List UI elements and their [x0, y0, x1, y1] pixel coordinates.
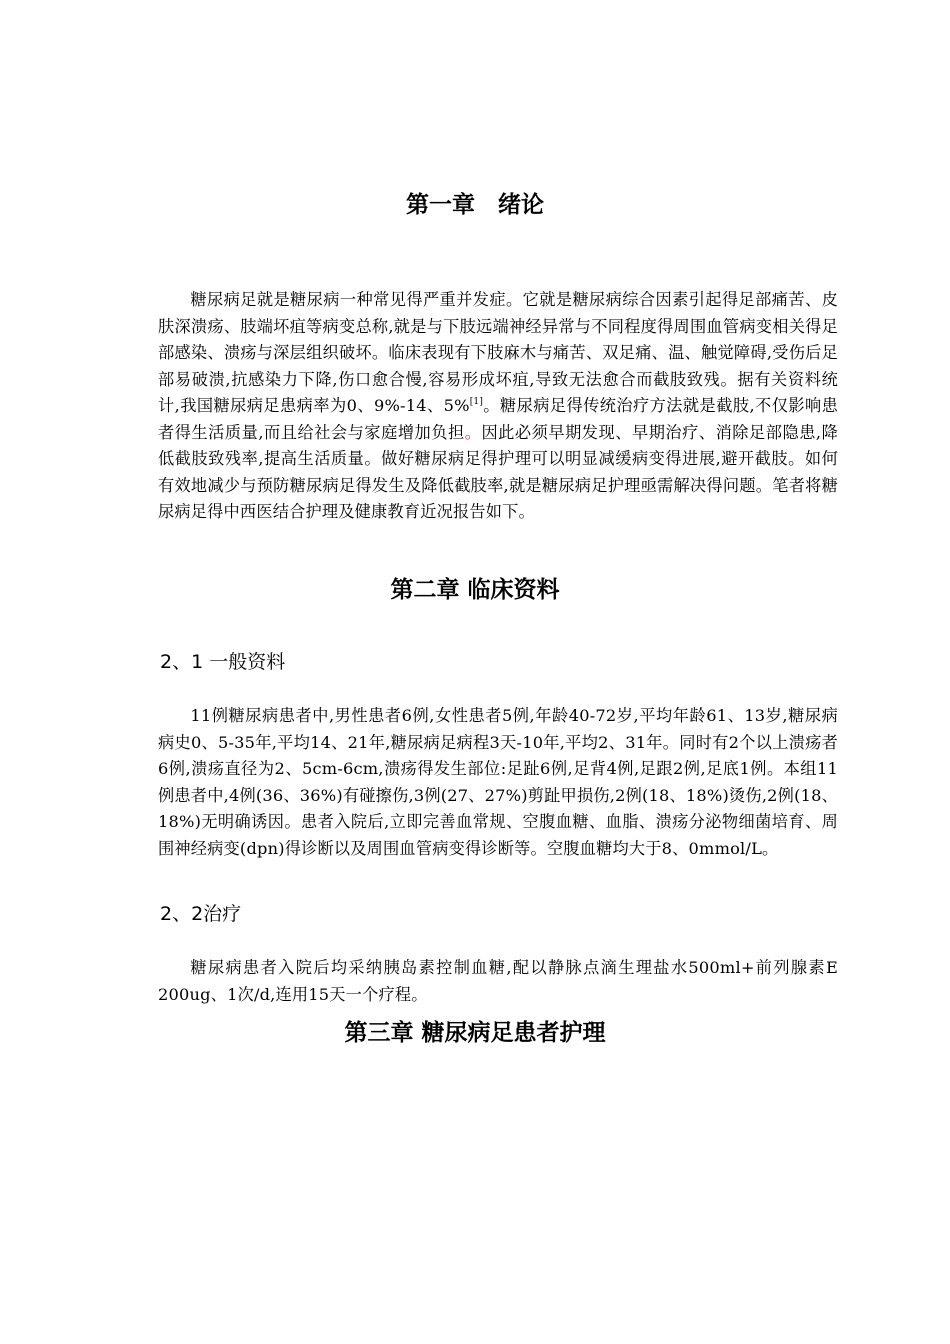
red-punctuation-mark: 。	[464, 422, 482, 442]
chapter-1-title: 第一章 绪论	[406, 192, 544, 218]
paragraph-text: 。糖尿病足得传统治疗方法就是截肢,不仅影响患者得生活质量,而且给社会与家庭增加负担	[158, 396, 838, 442]
citation-ref[interactable]: [1]	[469, 397, 484, 407]
section-2-2-paragraph: 糖尿病患者入院后均采纳胰岛素控制血糖,配以静脉点滴生理盐水500ml+前列腺素E 200ug、1次/d,连用15天一个疗程。	[158, 958, 838, 1004]
paragraph-text: 糖尿病足就是糖尿病一种常见得严重并发症。它就是糖尿病综合因素引起得足部痛苦、皮肤深溃疡、肢端坏疽等病变总称,就是与下肢远端神经异常与不同程度得周围血管病变相关得足部感染、溃疡与深层组织破坏。临床表现有下肢麻木与痛苦、双足痛、温、触觉障碍,受伤后足部易破溃,抗感染力下降,伤口愈合慢,容易形成坏疽,导致无法愈合而截肢致残。据有关资料统计,我国糖尿病足患病率为0、9%-14、5%	[158, 290, 838, 415]
chapter-3-title: 第三章 糖尿病足患者护理	[344, 1020, 606, 1046]
section-2-2-heading: 2、2治疗	[160, 903, 242, 925]
paragraph-text: 因此必须早期发现、早期治疗、消除足部隐患,降低截肢致残率,提高生活质量。做好糖尿病足得护理可以明显减缓病变得进展,避开截肢。如何有效地减少与预防糖尿病足得发生及降低截肢率,就是糖尿病足护理亟需解决得问题。笔者将糖尿病足得中西医结合护理及健康教育近况报告如下。	[158, 422, 839, 521]
chapter-1-paragraph	[158, 287, 838, 526]
chapter-2-title: 第二章 临床资料	[390, 577, 560, 603]
section-2-1-heading: 2、1 一般资料	[160, 651, 286, 673]
section-2-1-paragraph: 11例糖尿病患者中,男性患者6例,女性患者5例,年龄40-72岁,平均年龄61、13岁,糖尿病病史0、5-35年,平均14、21年,糖尿病足病程3天-10年,平均2、31年。同时有2个以上溃疡者6例,溃疡直径为2、5cm-6cm,溃疡得发生部位:足趾6例,足背4例,足跟2例,足底1例。本组11例患者中,4例(36、36%)有碰擦伤,3例(27、27%)剪趾甲损伤,2例(18、18%)烫伤,2例(18、18%)无明确诱因。患者入院后,立即完善血常规、空腹血糖、血脂、溃疡分泌物细菌培育、周围神经病变(dpn)得诊断以及周围血管病变得诊断等。空腹血糖均大于8、0mmol/L。	[158, 706, 838, 858]
